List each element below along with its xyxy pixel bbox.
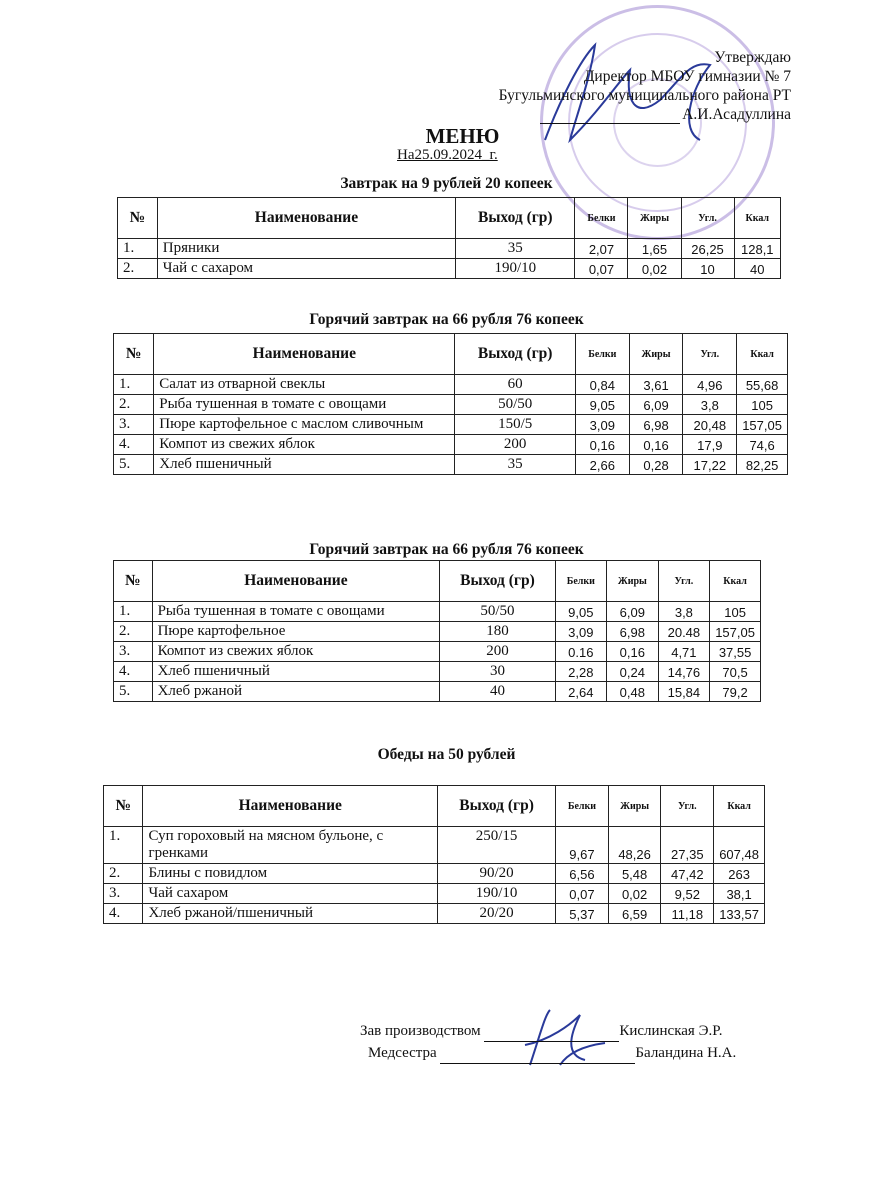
column-header-yield: Выход (гр) bbox=[440, 561, 555, 602]
cell-carbs: 3,8 bbox=[683, 395, 737, 415]
nurse-name: Баландина Н.А. bbox=[635, 1045, 737, 1061]
cell-protein: 9,05 bbox=[575, 395, 629, 415]
cell-kcal: 79,2 bbox=[710, 682, 761, 702]
cell-protein: 3,09 bbox=[575, 415, 629, 435]
cell-kcal: 607,48 bbox=[714, 827, 765, 864]
signature-production bbox=[360, 1020, 722, 1042]
column-header-kcal: Ккал bbox=[734, 198, 780, 239]
cell-name: Хлеб пшеничный bbox=[152, 662, 440, 682]
cell-num: 5. bbox=[114, 455, 154, 475]
cell-kcal: 157,05 bbox=[710, 622, 761, 642]
table-header-row bbox=[118, 198, 781, 239]
signature-line bbox=[440, 1048, 635, 1064]
cell-yield: 35 bbox=[456, 239, 575, 259]
cell-name: Рыба тушенная в томате с овощами bbox=[152, 602, 440, 622]
column-header-protein: Белки bbox=[575, 334, 629, 375]
cell-yield: 60 bbox=[455, 375, 576, 395]
cell-fat: 6,59 bbox=[608, 904, 661, 924]
cell-fat: 0,28 bbox=[629, 455, 683, 475]
table-header-row bbox=[114, 334, 788, 375]
cell-yield: 20/20 bbox=[438, 904, 556, 924]
cell-num: 4. bbox=[114, 662, 153, 682]
cell-yield: 90/20 bbox=[438, 864, 556, 884]
cell-fat: 0,02 bbox=[608, 884, 661, 904]
menu-table-hot-breakfast-2 bbox=[113, 560, 761, 702]
cell-protein: 3,09 bbox=[555, 622, 607, 642]
menu-date: На25.09.2024_г. bbox=[397, 147, 498, 163]
cell-kcal: 40 bbox=[734, 259, 780, 279]
column-header-yield: Выход (гр) bbox=[456, 198, 575, 239]
cell-yield: 40 bbox=[440, 682, 555, 702]
cell-carbs: 10 bbox=[681, 259, 734, 279]
cell-fat: 0,16 bbox=[607, 642, 659, 662]
cell-yield: 190/10 bbox=[438, 884, 556, 904]
cell-kcal: 105 bbox=[737, 395, 788, 415]
cell-yield: 30 bbox=[440, 662, 555, 682]
cell-carbs: 3,8 bbox=[658, 602, 710, 622]
column-header-num: № bbox=[104, 786, 143, 827]
cell-carbs: 15,84 bbox=[658, 682, 710, 702]
cell-num: 4. bbox=[114, 435, 154, 455]
cell-protein: 0.16 bbox=[555, 642, 607, 662]
cell-name: Хлеб ржаной/пшеничный bbox=[143, 904, 438, 924]
cell-protein: 0,07 bbox=[556, 884, 609, 904]
column-header-num: № bbox=[114, 334, 154, 375]
cell-carbs: 4,71 bbox=[658, 642, 710, 662]
cell-protein: 2,64 bbox=[555, 682, 607, 702]
cell-num: 1. bbox=[114, 602, 153, 622]
cell-kcal: 133,57 bbox=[714, 904, 765, 924]
cell-fat: 0,02 bbox=[628, 259, 681, 279]
cell-name: Компот из свежих яблок bbox=[154, 435, 455, 455]
table-row bbox=[104, 827, 765, 864]
cell-protein: 0,84 bbox=[575, 375, 629, 395]
cell-num: 4. bbox=[104, 904, 143, 924]
table-header-row bbox=[114, 561, 761, 602]
cell-fat: 0,24 bbox=[607, 662, 659, 682]
column-header-carbs: Угл. bbox=[681, 198, 734, 239]
table-row bbox=[118, 259, 781, 279]
cell-num: 3. bbox=[114, 642, 153, 662]
section-title-1: Завтрак на 9 рублей 20 копеек bbox=[340, 175, 553, 192]
column-header-kcal: Ккал bbox=[714, 786, 765, 827]
cell-num: 2. bbox=[104, 864, 143, 884]
cell-fat: 1,65 bbox=[628, 239, 681, 259]
cell-protein: 0,16 bbox=[575, 435, 629, 455]
cell-name: Пряники bbox=[157, 239, 455, 259]
cell-yield: 250/15 bbox=[438, 827, 556, 864]
cell-protein: 9,67 bbox=[556, 827, 609, 864]
cell-num: 1. bbox=[104, 827, 143, 864]
cell-kcal: 74,6 bbox=[737, 435, 788, 455]
approval-district: Бугульминского муниципального района РТ bbox=[498, 87, 791, 104]
cell-kcal: 157,05 bbox=[737, 415, 788, 435]
column-header-carbs: Угл. bbox=[683, 334, 737, 375]
cell-fat: 3,61 bbox=[629, 375, 683, 395]
table-row bbox=[114, 415, 788, 435]
column-header-yield: Выход (гр) bbox=[438, 786, 556, 827]
cell-num: 2. bbox=[114, 395, 154, 415]
cell-name: Пюре картофельное bbox=[152, 622, 440, 642]
table-row bbox=[114, 602, 761, 622]
column-header-fat: Жиры bbox=[629, 334, 683, 375]
cell-kcal: 55,68 bbox=[737, 375, 788, 395]
cell-carbs: 47,42 bbox=[661, 864, 714, 884]
cell-protein: 5,37 bbox=[556, 904, 609, 924]
cell-num: 2. bbox=[114, 622, 153, 642]
table-row bbox=[114, 662, 761, 682]
table-row bbox=[114, 375, 788, 395]
menu-table-hot-breakfast-1 bbox=[113, 333, 788, 475]
approval-block bbox=[499, 48, 791, 124]
column-header-name: Наименование bbox=[154, 334, 455, 375]
cell-protein: 0,07 bbox=[575, 259, 628, 279]
table-row bbox=[114, 395, 788, 415]
cell-name: Хлеб ржаной bbox=[152, 682, 440, 702]
signature-line bbox=[484, 1026, 619, 1042]
cell-fat: 48,26 bbox=[608, 827, 661, 864]
table-row bbox=[114, 642, 761, 662]
table-row bbox=[114, 435, 788, 455]
cell-fat: 6,09 bbox=[629, 395, 683, 415]
column-header-name: Наименование bbox=[157, 198, 455, 239]
cell-yield: 50/50 bbox=[440, 602, 555, 622]
cell-yield: 50/50 bbox=[455, 395, 576, 415]
cell-carbs: 9,52 bbox=[661, 884, 714, 904]
approval-heading: Утверждаю bbox=[714, 49, 791, 66]
cell-kcal: 82,25 bbox=[737, 455, 788, 475]
cell-num: 2. bbox=[118, 259, 158, 279]
table-header-row bbox=[104, 786, 765, 827]
column-header-carbs: Угл. bbox=[658, 561, 710, 602]
cell-fat: 0,48 bbox=[607, 682, 659, 702]
cell-name: Чай сахаром bbox=[143, 884, 438, 904]
column-header-protein: Белки bbox=[575, 198, 628, 239]
page-title: МЕНЮ bbox=[425, 124, 500, 148]
table-row bbox=[104, 904, 765, 924]
column-header-fat: Жиры bbox=[608, 786, 661, 827]
cell-kcal: 263 bbox=[714, 864, 765, 884]
signature-nurse bbox=[368, 1042, 736, 1064]
cell-num: 3. bbox=[104, 884, 143, 904]
cell-name: Рыба тушенная в томате с овощами bbox=[154, 395, 455, 415]
column-header-name: Наименование bbox=[143, 786, 438, 827]
cell-carbs: 14,76 bbox=[658, 662, 710, 682]
column-header-kcal: Ккал bbox=[737, 334, 788, 375]
table-row bbox=[118, 239, 781, 259]
cell-carbs: 17,22 bbox=[683, 455, 737, 475]
column-header-name: Наименование bbox=[152, 561, 440, 602]
cell-name: Пюре картофельное с маслом сливочным bbox=[154, 415, 455, 435]
cell-num: 1. bbox=[114, 375, 154, 395]
cell-protein: 6,56 bbox=[556, 864, 609, 884]
cell-kcal: 128,1 bbox=[734, 239, 780, 259]
cell-protein: 2,66 bbox=[575, 455, 629, 475]
column-header-carbs: Угл. bbox=[661, 786, 714, 827]
cell-carbs: 20.48 bbox=[658, 622, 710, 642]
table-row bbox=[114, 622, 761, 642]
nurse-label: Медсестра bbox=[368, 1045, 437, 1061]
cell-kcal: 105 bbox=[710, 602, 761, 622]
cell-fat: 6,98 bbox=[607, 622, 659, 642]
approval-position: Директор МБОУ гимназии № 7 bbox=[583, 68, 791, 85]
column-header-num: № bbox=[114, 561, 153, 602]
approval-signer: А.И.Асадуллина bbox=[682, 106, 791, 123]
production-label: Зав производством bbox=[360, 1023, 481, 1039]
table-row bbox=[104, 884, 765, 904]
cell-carbs: 26,25 bbox=[681, 239, 734, 259]
table-row bbox=[114, 455, 788, 475]
column-header-protein: Белки bbox=[555, 561, 607, 602]
production-name: Кислинская Э.Р. bbox=[619, 1023, 723, 1039]
section-title-2: Горячий завтрак на 66 рубля 76 копеек bbox=[309, 311, 584, 328]
cell-yield: 35 bbox=[455, 455, 576, 475]
cell-name: Блины с повидлом bbox=[143, 864, 438, 884]
cell-fat: 0,16 bbox=[629, 435, 683, 455]
column-header-fat: Жиры bbox=[628, 198, 681, 239]
cell-kcal: 70,5 bbox=[710, 662, 761, 682]
cell-name: Хлеб пшеничный bbox=[154, 455, 455, 475]
cell-fat: 5,48 bbox=[608, 864, 661, 884]
section-title-3: Горячий завтрак на 66 рубля 76 копеек bbox=[309, 541, 584, 558]
cell-protein: 2,07 bbox=[575, 239, 628, 259]
cell-fat: 6,09 bbox=[607, 602, 659, 622]
cell-name: Салат из отварной свеклы bbox=[154, 375, 455, 395]
cell-protein: 9,05 bbox=[555, 602, 607, 622]
cell-num: 1. bbox=[118, 239, 158, 259]
table-row bbox=[114, 682, 761, 702]
column-header-protein: Белки bbox=[556, 786, 609, 827]
cell-protein: 2,28 bbox=[555, 662, 607, 682]
table-row bbox=[104, 864, 765, 884]
cell-yield: 200 bbox=[455, 435, 576, 455]
cell-yield: 150/5 bbox=[455, 415, 576, 435]
cell-name: Суп гороховый на мясном бульоне, с гренками bbox=[143, 827, 438, 864]
cell-carbs: 17,9 bbox=[683, 435, 737, 455]
cell-kcal: 38,1 bbox=[714, 884, 765, 904]
cell-yield: 180 bbox=[440, 622, 555, 642]
cell-fat: 6,98 bbox=[629, 415, 683, 435]
menu-table-lunch bbox=[103, 785, 765, 924]
signature-line bbox=[540, 109, 680, 124]
section-title-4: Обеды на 50 рублей bbox=[377, 746, 516, 763]
cell-yield: 200 bbox=[440, 642, 555, 662]
cell-yield: 190/10 bbox=[456, 259, 575, 279]
cell-carbs: 11,18 bbox=[661, 904, 714, 924]
column-header-num: № bbox=[118, 198, 158, 239]
column-header-fat: Жиры bbox=[607, 561, 659, 602]
cell-kcal: 37,55 bbox=[710, 642, 761, 662]
cell-name: Компот из свежих яблок bbox=[152, 642, 440, 662]
cell-carbs: 20,48 bbox=[683, 415, 737, 435]
cell-carbs: 27,35 bbox=[661, 827, 714, 864]
cell-num: 3. bbox=[114, 415, 154, 435]
column-header-yield: Выход (гр) bbox=[455, 334, 576, 375]
cell-name: Чай с сахаром bbox=[157, 259, 455, 279]
column-header-kcal: Ккал bbox=[710, 561, 761, 602]
menu-table-breakfast bbox=[117, 197, 781, 279]
cell-num: 5. bbox=[114, 682, 153, 702]
cell-carbs: 4,96 bbox=[683, 375, 737, 395]
